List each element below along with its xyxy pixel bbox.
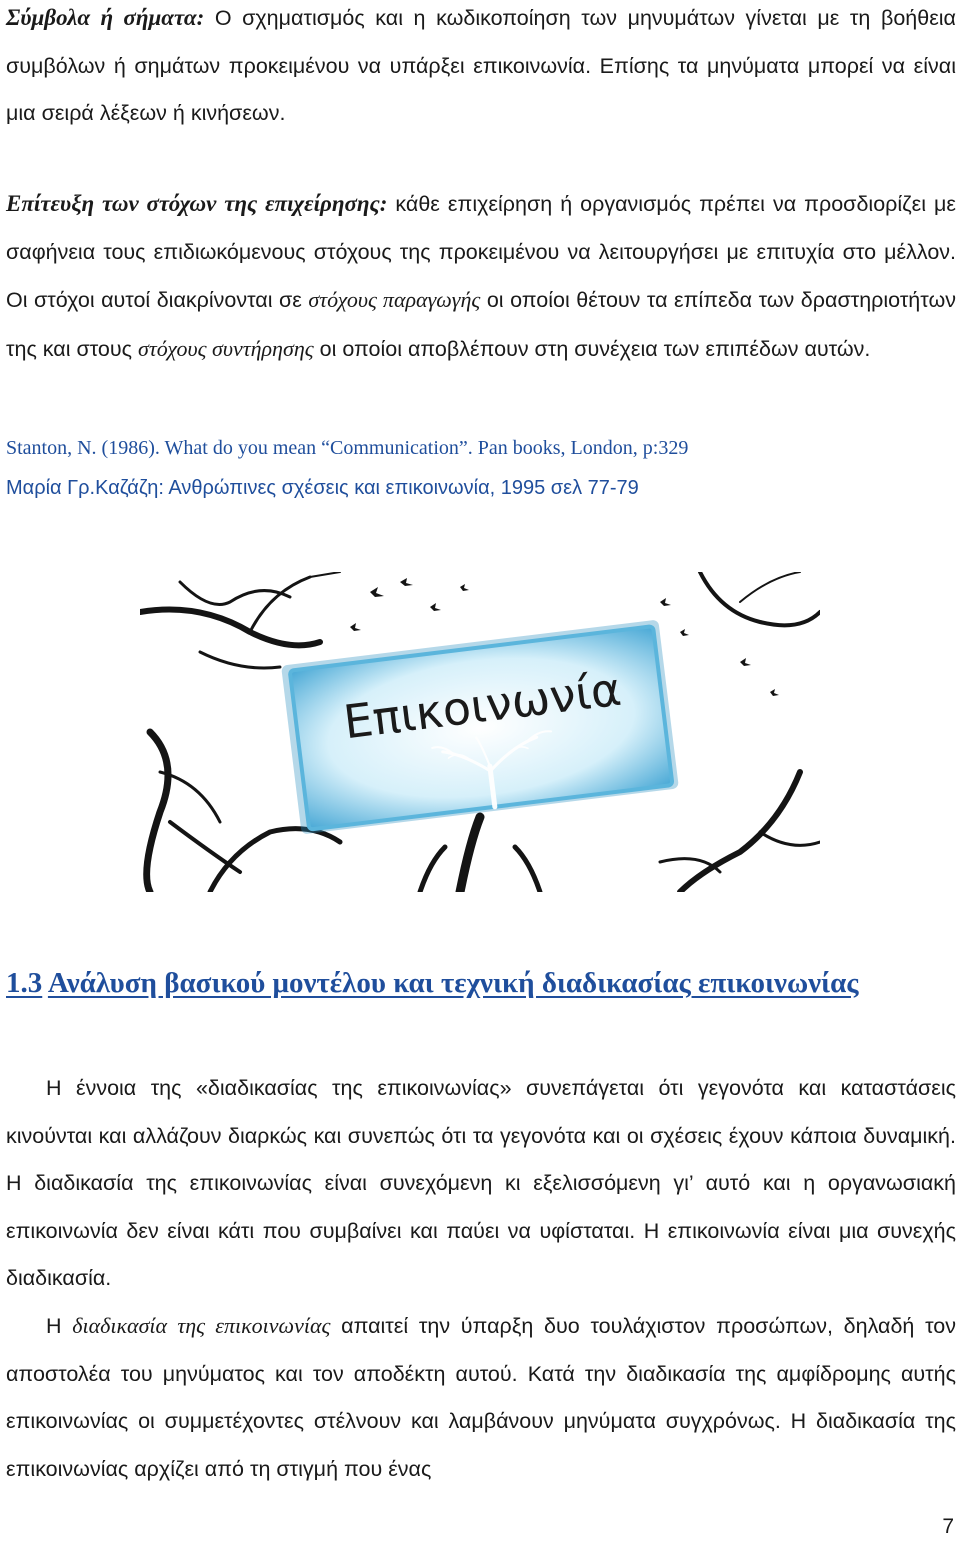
section-heading (6, 967, 956, 1000)
term-maintenance-goals: στόχους συντήρησης (137, 335, 314, 361)
sign-text: Επικοινωνία (340, 661, 625, 750)
section-number: 1.3 (6, 967, 43, 999)
term-symbols: Σύμβολα ή σήματα: (6, 5, 205, 30)
paragraph-process: Η έννοια της «διαδικασίας της επικοινωνίας» συνεπάγεται ότι γεγονότα και καταστάσεις κινούνται και αλλάζουν διαρκώς και συνεπώς ότι τα γεγονότα και οι σχέσεις έχουν κάποια δυναμική. Η διαδικασία της επικοινωνίας είναι συνεχόμενη κι εξελισσόμενη γι’ αυτό και η οργανωσιακή επικοινωνία δεν είναι κάτι που συμβαίνει και παύει να υφίσταται. Η επικοινωνία είναι μια συνεχής διαδικασία. (6, 1076, 956, 1290)
communication-illustration (140, 572, 820, 892)
paragraph-two-people (6, 1302, 956, 1493)
paragraph-symbols (6, 0, 956, 138)
term-communication-process: διαδικασία της επικοινωνίας (72, 1313, 331, 1338)
reference-stanton: Stanton, N. (1986). What do you mean “Communication”. Pan books, London, p:329 (6, 437, 689, 459)
reference-kazazi: Μαρία Γρ.Καζάζη: Ανθρώπινες σχέσεις και επικοινωνία, 1995 σελ 77-79 (6, 477, 639, 499)
paragraph-symbols-text: Ο σχηματισμός και η κωδικοποίηση των μηνυμάτων γίνεται με τη βοήθεια συμβόλων ή σημάτων προκειμένου να υπάρξει επικοινωνία. Επίσης τα μηνύματα μπορεί να είναι μια σειρά λέξεων ή κινήσεων. (6, 6, 956, 125)
paragraph-goals (6, 180, 956, 373)
paragraph-goals-text-c: οι οποίοι αποβλέπουν στη συνέχεια των επιπέδων αυτών. (313, 336, 871, 361)
term-production-goals: στόχους παραγωγής (308, 287, 481, 312)
paragraph-two-people-text-b: απαιτεί την ύπαρξη δυο τουλάχιστον προσώπων, δηλαδή τον αποστολέα του μηνύματος και τον αποδέκτη αυτού. Κατά την διαδικασία της αμφίδρομης αυτής επικοινωνίας οι συμμετέχοντες στέλνουν και λαμβάνουν μηνύματα συγχρόνως. Η διαδικασία της επικοινωνίας αρχίζει από τη στιγμή που ένας (6, 1314, 956, 1481)
page-number: 7 (942, 1515, 954, 1538)
sign-board (281, 619, 679, 834)
tree-foreground (420, 817, 540, 892)
section-title: Ανάλυση βασικού μοντέλου και τεχνική διαδικασίας επικοινωνίας (47, 967, 859, 999)
paragraph-goals-text-a: κάθε επιχείρηση ή οργανισμός πρέπει να προσδιορίζει με σαφήνεια τους επιδιωκόμενους στόχους της προκειμένου να λειτουργήσει με επιτυχία στο μέλλον. Οι στόχοι αυτοί διακρίνονται σε (6, 192, 957, 312)
term-goals: Επίτευξη των στόχων της επιχείρησης: (6, 191, 388, 216)
paragraph-two-people-text-a: Η (46, 1314, 73, 1338)
paragraph-goals-text-b: οι οποίοι θέτουν τα επίπεδα των δραστηριοτήτων της και στους (6, 288, 956, 361)
